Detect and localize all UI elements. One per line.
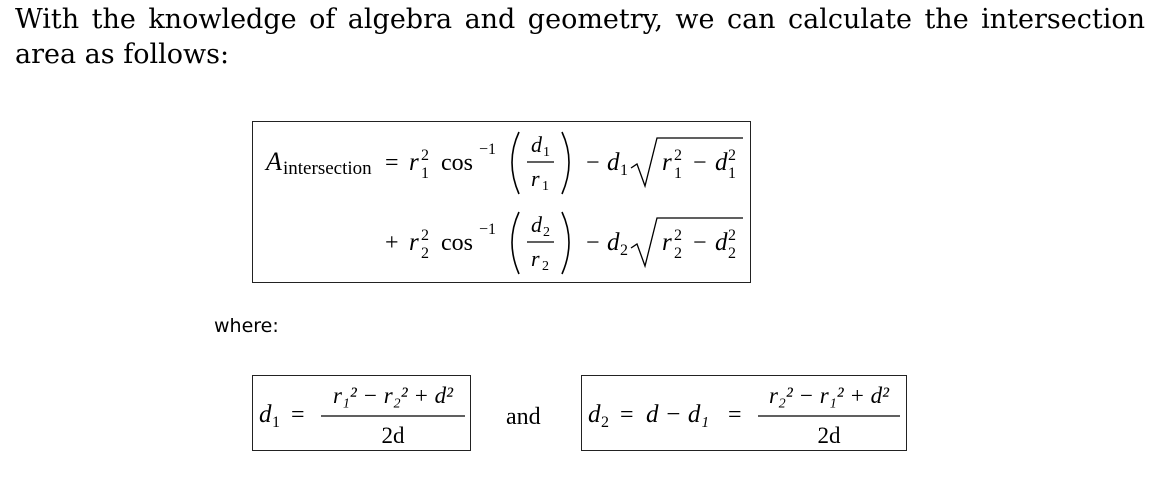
line1-sqrt-r-power: 2: [674, 147, 682, 164]
lhs-subscript: intersection: [283, 158, 372, 179]
d1-formula-box: [252, 375, 471, 451]
intro-paragraph: With the knowledge of algebra and geometry, we can calculate the intersection area as follows:: [15, 4, 1145, 70]
d1-numerator: r₁² − r₂² + d²: [332, 383, 454, 408]
line2-sqrt-r-power: 2: [674, 227, 682, 244]
line1-left-paren: [512, 132, 519, 194]
d2-lhs-sub: 2: [601, 414, 609, 431]
where-label: where:: [214, 315, 279, 337]
line1-coeff-sub: 1: [421, 165, 429, 182]
line1-frac-den-sub: 1: [542, 179, 549, 194]
line2-func: cos: [441, 230, 473, 256]
line2-frac-den-sub: 2: [542, 259, 549, 274]
and-connector: and: [506, 404, 541, 430]
d2-lhs: d: [588, 401, 601, 428]
d2-formula: [582, 376, 906, 450]
intersection-formula: [253, 122, 750, 282]
d2-numerator: r₂² − r₁² + d²: [768, 383, 890, 408]
line2-coeff-sub: 2: [421, 245, 429, 262]
line1-inverse: −1: [479, 141, 497, 158]
equals-sign: =: [385, 150, 399, 176]
line1-minus: −: [586, 150, 600, 176]
line1-frac-num-d: d: [531, 132, 542, 157]
line1-sqrt-d: d: [715, 149, 728, 176]
line1-func: cos: [441, 150, 473, 176]
line1-sqrt-r: r: [662, 149, 672, 176]
line2-coeff: r: [409, 229, 419, 256]
line1-right-paren: [562, 132, 569, 194]
d1-denominator: 2d: [381, 423, 405, 448]
line1-coeff: r: [409, 149, 419, 176]
line1-d: d: [607, 149, 620, 176]
lhs-symbol: A: [266, 147, 282, 176]
line2-sqrt-d-power: 2: [728, 227, 736, 244]
intersection-formula-box: [252, 121, 751, 283]
line2-sqrt-d: d: [715, 229, 728, 256]
line2-d: d: [607, 229, 620, 256]
line2-frac-num-sub: 2: [543, 225, 550, 240]
d1-formula: [253, 376, 470, 450]
line1-frac-num-sub: 1: [543, 145, 550, 160]
d2-middle: d − d₁: [646, 401, 710, 428]
line1-d-sub: 1: [620, 162, 628, 179]
line2-frac-num-d: d: [531, 212, 542, 237]
line1-coeff-power: 2: [421, 147, 429, 164]
line1-sqrt-r-sub: 1: [674, 165, 682, 182]
d2-denominator: 2d: [817, 423, 841, 448]
d2-formula-box: [581, 375, 907, 451]
line2-sqrt-d-sub: 2: [728, 245, 736, 262]
line2-frac-den-r: r: [531, 246, 540, 271]
line2-inverse: −1: [479, 221, 497, 238]
d2-equals-2: =: [728, 402, 742, 428]
d1-lhs: d: [259, 401, 272, 428]
line2-sqrt-minus: −: [693, 230, 707, 256]
line1-sqrt-d-sub: 1: [728, 165, 736, 182]
line2-d-sub: 2: [620, 242, 628, 259]
line2-coeff-power: 2: [421, 227, 429, 244]
line1-sqrt-minus: −: [693, 150, 707, 176]
line2-plus: +: [385, 230, 399, 256]
d2-equals-1: =: [620, 402, 634, 428]
line2-left-paren: [512, 212, 519, 274]
d1-equals: =: [291, 402, 305, 428]
d1-lhs-sub: 1: [272, 414, 280, 431]
line2-right-paren: [562, 212, 569, 274]
line2-minus: −: [586, 230, 600, 256]
line2-sqrt-r-sub: 2: [674, 245, 682, 262]
line2-sqrt-r: r: [662, 229, 672, 256]
line1-sqrt-d-power: 2: [728, 147, 736, 164]
line1-frac-den-r: r: [531, 166, 540, 191]
